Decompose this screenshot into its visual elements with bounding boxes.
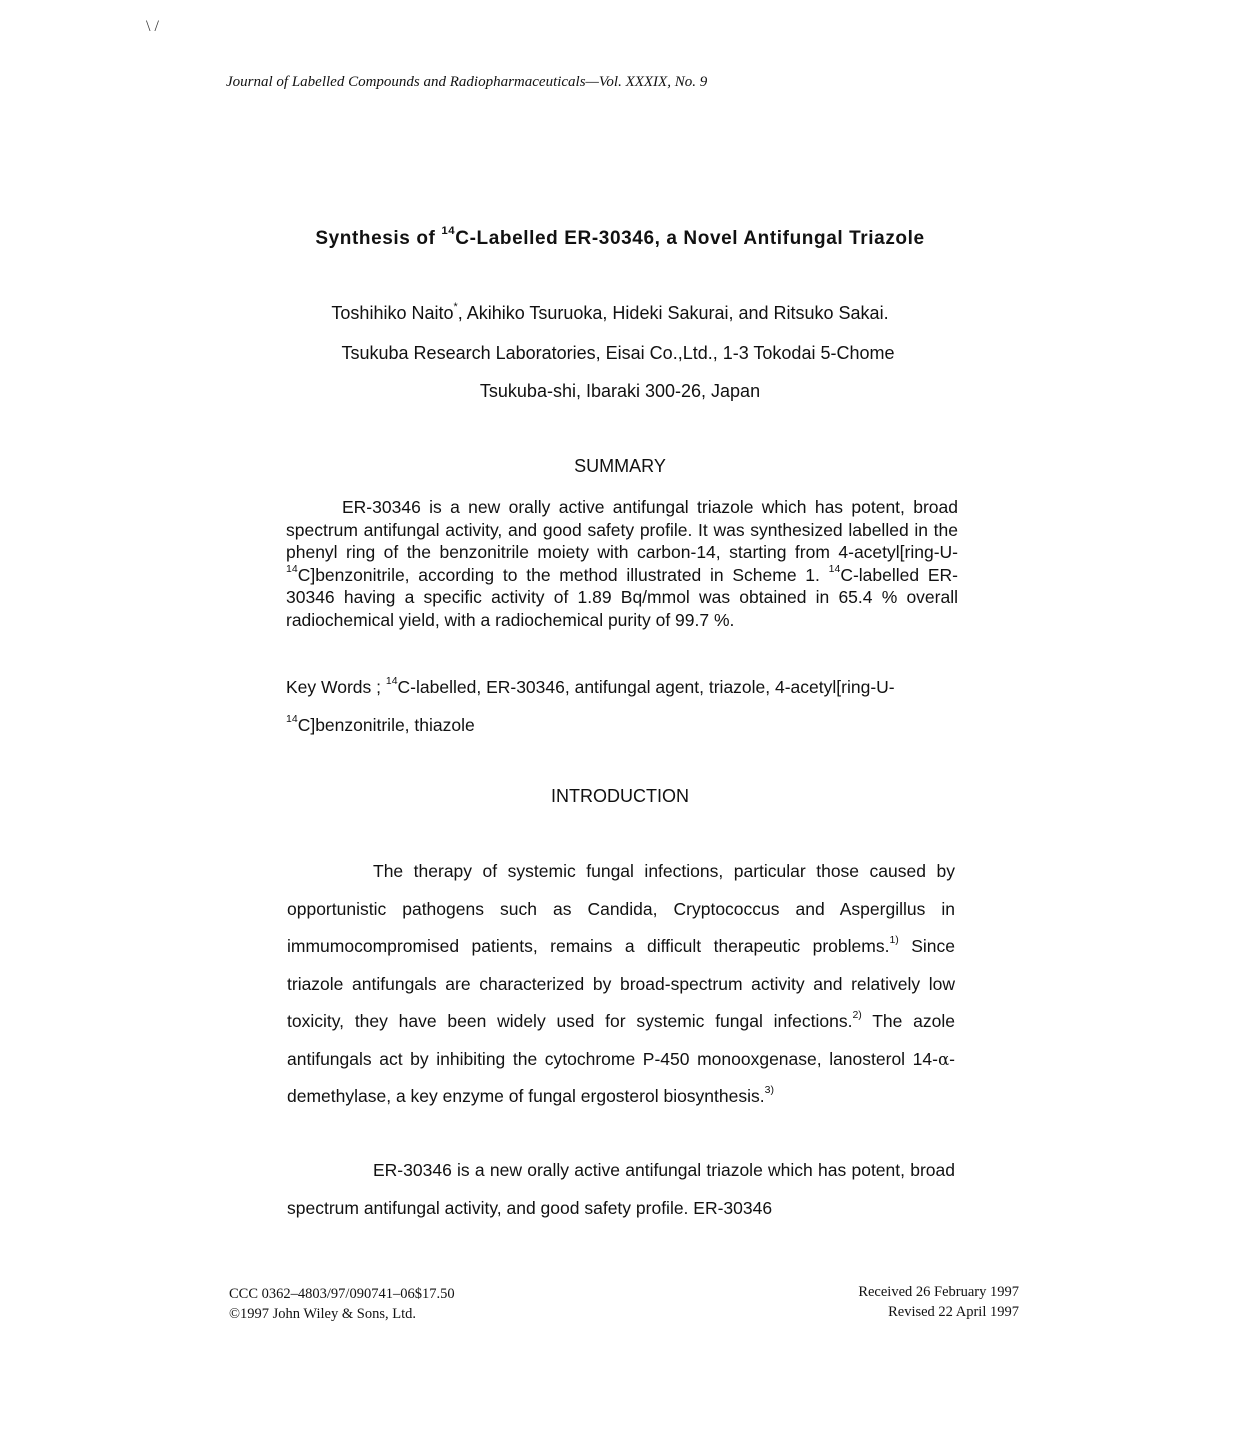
affiliation-line-2: Tsukuba-shi, Ibaraki 300-26, Japan (479, 381, 761, 401)
summary-text-3: C-labelled ER-30346 having a specific activity of 1.89 Bq/mmol was obtained in 65.4 % overall radiochemical yield, with a radiochemical purity of 99.7 %. (286, 564, 958, 630)
keywords-text-1: C-labelled, ER-30346, antifungal agent, triazole, 4-acetyl[ring-U- (397, 677, 895, 697)
title-isotope-sup: 14 (441, 225, 456, 238)
scan-mark: \ / (146, 18, 159, 35)
introduction-paragraph-2: ER-30346 is a new orally active antifungal triazole which has potent, broad spectrum antifungal activity, and good safety profile. ER-30346 (287, 1160, 955, 1218)
intro-text-d: -demethylase, a key enzyme of fungal ergosterol biosynthesis. (287, 1048, 955, 1106)
ccc-code: CCC 0362–4803/97/090741–06$17.50 (229, 1286, 455, 1302)
reference-1: 1) (889, 934, 899, 947)
intro-text-a: The therapy of systemic fungal infections, particular those caused by opportunistic pathogens such as Candida, Cryptococcus and Aspergillus in immumocompromised patients, remains a difficult therapeutic problems. (287, 861, 955, 956)
introduction-paragraph-1 (287, 853, 955, 1116)
introduction-heading: INTRODUCTION (551, 786, 689, 806)
corresponding-author-asterisk: * (453, 300, 458, 313)
footer-left (229, 1284, 455, 1324)
revised-date: Revised 22 April 1997 (888, 1304, 1019, 1320)
summary-sup-2: 14 (828, 562, 841, 575)
keywords-sup-2: 14 (286, 713, 298, 726)
footer-right (858, 1282, 1019, 1322)
title-suffix: C-Labelled ER-30346, a Novel Antifungal Triazole (455, 228, 925, 249)
affiliation-line-1: Tsukuba Research Laboratories, Eisai Co.,Ltd., 1-3 Tokodai 5-Chome (341, 343, 895, 363)
title-prefix: Synthesis of (315, 228, 442, 249)
reference-2: 2) (852, 1009, 862, 1022)
keywords (286, 668, 958, 744)
summary-text-1: ER-30346 is a new orally active antifungal triazole which has potent, broad spectrum antifungal activity, and good safety profile. It was synthesized labelled in the phenyl ring of the benzonitrile moiety with carbon-14, starting from 4-acetyl[ring-U- (286, 497, 958, 562)
intro-text-b: Since triazole antifungals are characterized by broad-spectrum activity and relatively low toxicity, they have been widely used for systemic fungal infections. (287, 936, 955, 1031)
summary-text-2: C]benzonitrile, according to the method illustrated in Scheme 1. (297, 564, 829, 585)
first-author: Toshihiko Naito (331, 303, 454, 323)
reference-3: 3) (764, 1084, 774, 1097)
paper-title (0, 225, 1240, 250)
summary-sup-1: 14 (286, 562, 298, 575)
keywords-text-2: C]benzonitrile, thiazole (297, 715, 475, 735)
keywords-sup-1: 14 (385, 675, 398, 688)
other-authors: , Akihiko Tsuruoka, Hideki Sakurai, and Ritsuko Sakai. (457, 303, 889, 323)
journal-header: Journal of Labelled Compounds and Radiopharmaceuticals—Vol. XXXIX, No. 9 (226, 74, 708, 90)
copyright-notice: ©1997 John Wiley & Sons, Ltd. (229, 1306, 416, 1322)
author-list (0, 300, 1230, 324)
intro-text-c: The azole antifungals act by inhibiting the cytochrome P-450 monooxgenase, lanosterol 14- (287, 1011, 955, 1069)
keywords-label: Key Words ; (286, 677, 386, 697)
summary-heading: SUMMARY (574, 456, 666, 476)
received-date: Received 26 February 1997 (858, 1284, 1019, 1300)
alpha-symbol: α (937, 1049, 950, 1069)
summary-paragraph (286, 496, 958, 631)
